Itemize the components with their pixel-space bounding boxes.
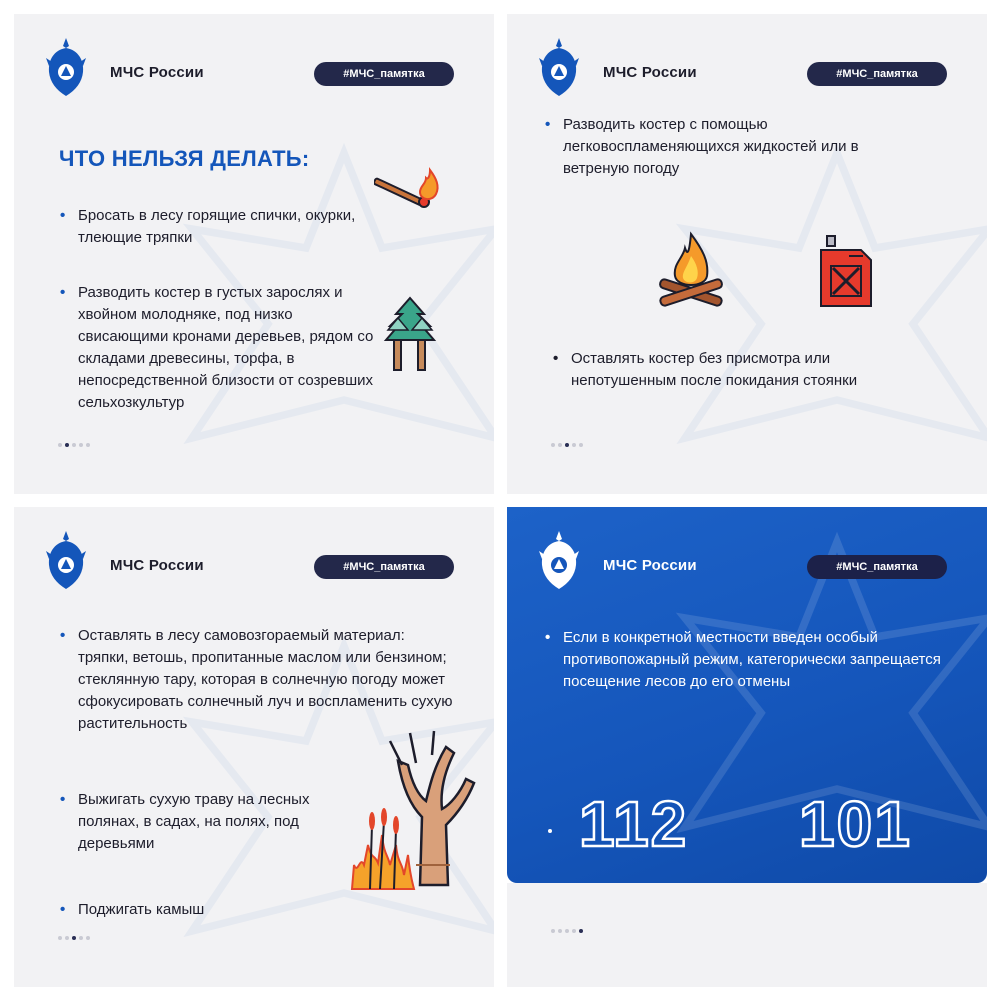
list-item: • Разводить костер в густых зарослях и хвойном молодняке, под низко свисающими кронами деревьев, рядом со складами древесины, торфа, в непосредственной близости от созревших сельхозкультур <box>60 282 378 414</box>
hashtag-badge[interactable]: #МЧС_памятка <box>807 62 947 86</box>
brand-name: МЧС России <box>603 557 697 574</box>
burning-tree-icon <box>350 725 490 891</box>
list-item: • Оставлять костер без присмотра или непотушенным после покидания стоянки <box>553 348 911 392</box>
campfire-icon <box>653 228 729 310</box>
list-item: • Разводить костер с помощью легковоспламеняющихся жидкостей или в ветреную погоду <box>545 114 923 180</box>
emblem-icon <box>46 36 86 98</box>
hashtag-badge[interactable]: #МЧС_памятка <box>314 555 454 579</box>
slide-indicator[interactable] <box>58 936 90 940</box>
slide-card-4 <box>507 507 987 883</box>
brand-name: МЧС России <box>110 64 204 81</box>
slide-indicator[interactable] <box>551 443 583 447</box>
bullet-dot <box>548 829 552 833</box>
emblem-icon <box>539 36 579 98</box>
trees-icon <box>378 296 442 372</box>
brand-name: МЧС России <box>603 64 697 81</box>
slide-card-3 <box>14 507 494 987</box>
emblem-watermark-icon <box>647 134 987 494</box>
slide-card-2 <box>507 14 987 494</box>
hashtag-badge[interactable]: #МЧС_памятка <box>314 62 454 86</box>
emblem-icon <box>46 529 86 591</box>
slide-indicator[interactable] <box>58 443 90 447</box>
emblem-icon <box>539 529 579 591</box>
match-fire-icon <box>374 164 442 216</box>
list-item: • Если в конкретной местности введен особый противопожарный режим, категорически запрещается посещение лесов до его отмены <box>545 627 943 693</box>
list-item: • Оставлять в лесу самовозгораемый материал: тряпки, ветошь, пропитанные маслом или бензином; стеклянную тару, которая в солнечную погоду может сфокусировать солнечный луч и воспламенить сухую растительность <box>60 625 458 735</box>
page-title: ЧТО НЕЛЬЗЯ ДЕЛАТЬ: <box>59 146 310 171</box>
phone-number-101[interactable]: 101 <box>799 788 912 860</box>
slide-card-1 <box>14 14 494 494</box>
fuel-canister-icon <box>813 232 879 310</box>
list-item: • Поджигать камыш <box>60 899 278 921</box>
brand-name: МЧС России <box>110 557 204 574</box>
phone-number-112[interactable]: 112 <box>579 788 689 860</box>
slide-card-4-footer <box>507 883 987 987</box>
slide-indicator[interactable] <box>551 929 583 933</box>
list-item: • Выжигать сухую траву на лесных полянах, в садах, на полях, под деревьями <box>60 789 358 855</box>
list-item: • Бросать в лесу горящие спички, окурки, тлеющие тряпки <box>60 205 358 249</box>
hashtag-badge[interactable]: #МЧС_памятка <box>807 555 947 579</box>
